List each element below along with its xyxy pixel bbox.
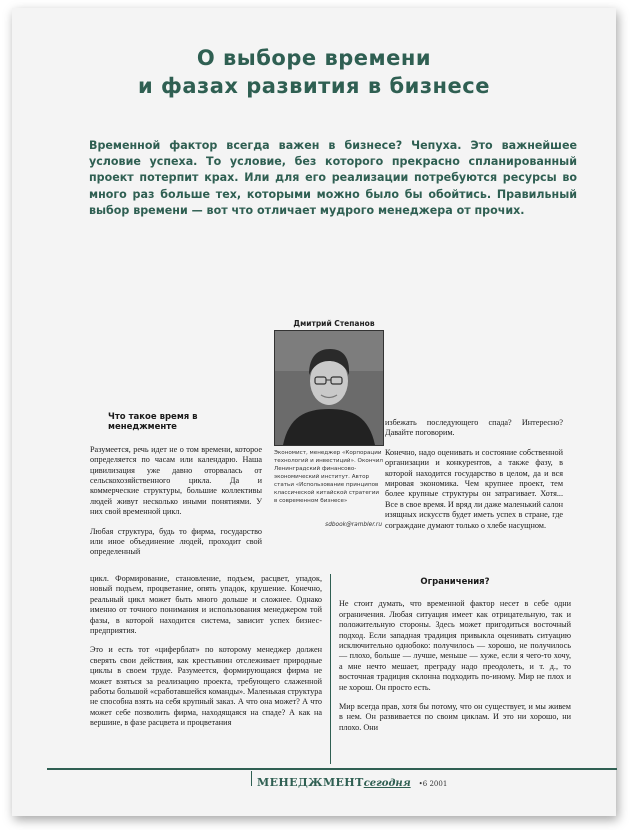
lead-paragraph: Временной фактор всегда важен в бизнесе? Чепуха. Это важнейшее условие успеха. То условие, без которого прекрасно спланированный проект потерпит крах. Или для его реализации потребуются ресурсы во много раз больше тех, которыми можно было бы обойтись. Правильный выбор времени — вот что отличает мудрого менеджера от прочих. [89,139,577,217]
column-2-bottom [339,577,571,742]
col1-paragraph-3: Это и есть тот «циферблат» по которому менеджер должен сверять свои действия, как крестьянин отслеживает природные циклы в своем труде. Разумеется, формирующаяся фирма не может взяться за реализацию проекта, требующего слаженной работы большой «сработавшейся команды». Маленькая структура не способна взять на себя крупный заказ. А что она может? А что может себе позволить фирма, находящаяся на спаде? А как на вершине, в фазе расцвета и процветания [90,645,322,728]
title-line-2: и фазах развития в бизнесе [138,74,490,98]
issue-number: •6 2001 [418,780,448,788]
footer-rule [47,768,617,770]
author-caption: Экономист, менеджер «Корпорации технологий и инвестиций». Окончил Ленинградский финансово-экономический институт. Автор статьи «Использование принципов классической китайской стратегии в современном бизнесе» [274,450,383,504]
col2-paragraph-2: Конечно, надо оценивать и состояние собственной организации и конкурентов, а также фазу, в которой находится государство в целом, да и вся мировая экономика. Чем крупнее проект, тем более крупные структуры он затрагивает. Хотя... Все в свое время. И вряд ли даже маленький салон изящных искусств будет иметь успех в стране, где сограждане думают только о хлебе насущном. [385,447,563,530]
column-2-top [385,418,563,540]
col2-paragraph-1: избежать последующего спада? Интересно? Давайте поговорим. [385,418,563,438]
section-heading-time: Что такое время в менеджменте [108,412,198,433]
portrait-icon [275,331,383,445]
magazine-page [12,8,616,816]
col2-paragraph-4: Мир всегда прав, хотя бы потому, что он существует, и мы живем в нем. Он развивается по своим циклам. И это ни хорошо, ни плохо. Они [339,702,571,732]
section-heading-limits: Ограничения? [420,577,490,587]
col1-paragraph-2a: Любая структура, будь то фирма, государство или иное объединение людей, проходит свой определенный [90,526,262,557]
title-line-1: О выборе времени [196,46,432,70]
column-1-bottom [90,574,322,738]
col1-paragraph-2b: цикл. Формирование, становление, подъем, расцвет, упадок, новый подъем, процветание, опять упадок, крушение. Конечно, реальный цикл может быть много дольше и сложнее. Однако именно от точного понимания и использования менеджером той фазы, в которой находится система, зависит успех бизнес-предприятия. [90,574,322,636]
author-name: Дмитрий Степанов [293,319,375,328]
article-title [12,44,616,100]
column-divider [330,574,331,764]
author-photo [274,330,384,446]
magazine-brand-suffix: сегодня [363,778,411,789]
column-1-top [90,412,262,558]
footer [257,771,447,790]
col2-paragraph-3: Не стоит думать, что временной фактор несет в себе одни ограничения. Любая ситуация имеет как отрицательную, так и положительную стороны. Здесь может пригодиться восточный подход. Если западная традиция привыкла оценивать ситуацию исключительно однобоко: получилось — хорошо, не получилось — плохо, больше — лучше, меньше — хуже, если я чего-то хочу, а мне нечто мешает, преграду надо преодолеть, и т. д., то восточная традиция склонна подходить по-иному. Мир не плох и не хорош. Он просто есть. [339,599,571,692]
magazine-brand: МЕНЕДЖМЕНТ [257,776,364,789]
col1-paragraph-1: Разумеется, речь идет не о том времени, которое определяется по часам или календарю. Наша цивилизация уже давно оторвалась от сельскохозяйственного цикла. Да и коммерческие структуры, большие коллективы людей живут несколько иными понятиями. У них свой временной цикл. [90,444,262,517]
author-email: sdbook@rambler.ru [325,522,382,528]
footer-separator [251,771,252,786]
